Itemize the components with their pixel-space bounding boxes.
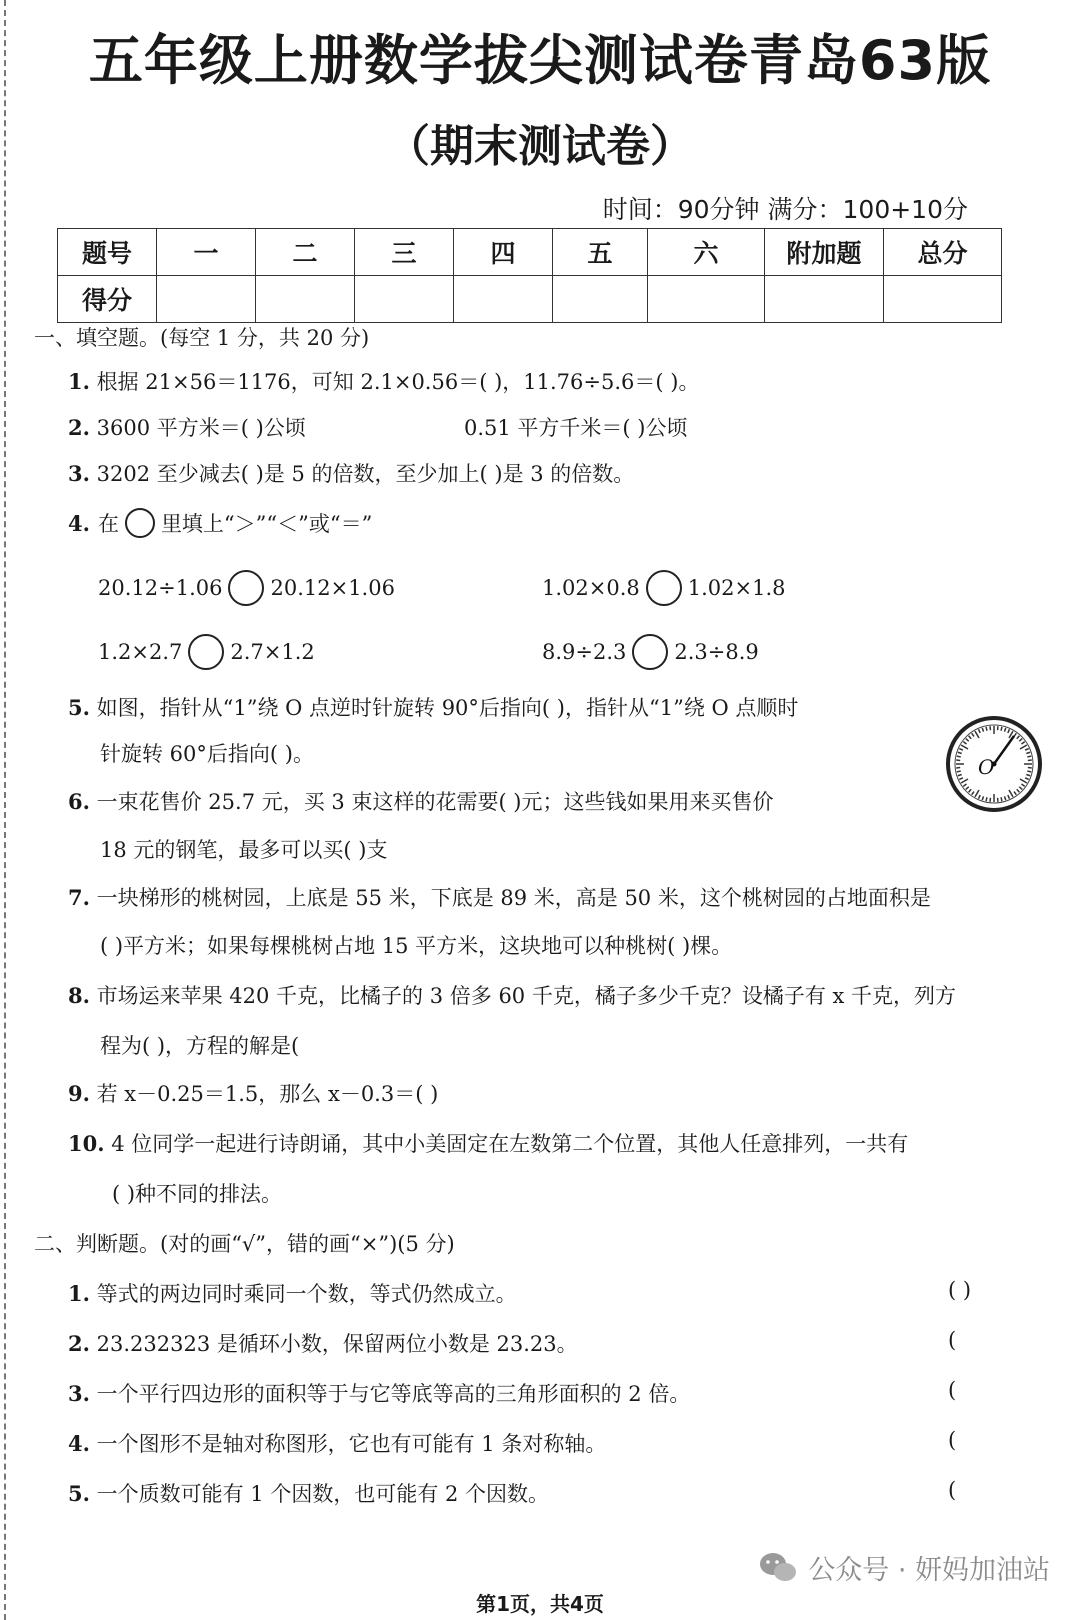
answer-paren[interactable]: ( [948, 1328, 957, 1352]
question-number: 1. [68, 1281, 90, 1306]
table-cell: 六 [648, 229, 765, 276]
expr-right: 2.7×1.2 [230, 640, 315, 664]
question-8-line2: 程为( )，方程的解是( [100, 1034, 300, 1058]
question-number: 6. [68, 789, 90, 814]
question-text: 一个平行四边形的面积等于与它等底等高的三角形面积的 2 倍。 [96, 1382, 691, 1406]
score-cell[interactable] [256, 276, 355, 323]
question-2 [68, 412, 306, 442]
score-cell[interactable] [884, 276, 1002, 323]
page-title: 五年级上册数学拔尖测试卷青岛63版 [88, 29, 992, 92]
score-cell[interactable] [454, 276, 553, 323]
question-text: 一束花售价 25.7 元，买 3 束这样的花需要( )元；这些钱如果用来买售价 [96, 790, 774, 814]
question-text: 一块梯形的桃树园，上底是 55 米，下底是 89 米，高是 50 米，这个桃树园的占地面积是 [96, 886, 931, 910]
question-number: 2. [68, 1331, 90, 1356]
clock-tick [1001, 797, 1002, 801]
expr-left: 20.12÷1.06 [98, 576, 223, 600]
compare-expr-3 [98, 634, 315, 670]
question-7 [68, 882, 931, 912]
question-text: 如图，指针从“1”绕 O 点逆时针旋转 90°后指向( )，指针从“1”绕 O 点顺时 [96, 696, 799, 720]
question-2-part-b: 0.51 平方千米＝( )公顷 [464, 416, 688, 440]
question-number: 4. [68, 510, 90, 536]
question-text: 23.232323 是循环小数，保留两位小数是 23.23。 [96, 1332, 578, 1356]
compare-expr-4 [542, 634, 759, 670]
answer-paren[interactable]: ( [948, 1428, 957, 1452]
time-score-info: 时间：90分钟 满分：100+10分 [602, 195, 968, 224]
compare-blank-circle[interactable] [632, 634, 668, 670]
question-9 [68, 1078, 438, 1108]
question-number: 4. [68, 1431, 90, 1456]
compare-blank-circle[interactable] [228, 570, 264, 606]
question-text: 若 x－0.25＝1.5，那么 x－0.3＝( ) [96, 1082, 439, 1106]
judge-item [68, 1428, 606, 1458]
score-table [57, 228, 1002, 323]
score-cell[interactable] [355, 276, 454, 323]
table-cell: 得分 [58, 276, 157, 323]
section-1-heading: 一、填空题。(每空 1 分，共 20 分) [34, 326, 370, 350]
judge-item [68, 1378, 690, 1408]
question-number: 3. [68, 1381, 90, 1406]
expr-left: 1.02×0.8 [542, 576, 640, 600]
expr-left: 8.9÷2.3 [542, 640, 627, 664]
expr-right: 2.3÷8.9 [674, 640, 759, 664]
question-10 [68, 1128, 908, 1158]
answer-paren[interactable]: ( [948, 1378, 957, 1402]
question-text: 等式的两边同时乘同一个数，等式仍然成立。 [96, 1282, 517, 1306]
table-cell: 五 [553, 229, 648, 276]
clock-tick [957, 771, 961, 772]
question-number: 9. [68, 1081, 90, 1106]
table-cell: 题号 [58, 229, 157, 276]
expr-left: 1.2×2.7 [98, 640, 183, 664]
table-cell: 二 [256, 229, 355, 276]
answer-paren[interactable]: ( ) [948, 1278, 972, 1302]
question-4 [68, 508, 372, 538]
table-cell: 附加题 [765, 229, 884, 276]
compare-circle-icon [125, 508, 155, 538]
question-text: 4 位同学一起进行诗朗诵，其中小美固定在左数第二个位置，其他人任意排列，一共有 [111, 1132, 909, 1156]
score-table-score-row [58, 276, 1002, 323]
expr-right: 1.02×1.8 [687, 576, 786, 600]
wechat-icon [758, 1551, 798, 1585]
question-10-line2: ( )种不同的排法。 [112, 1182, 283, 1206]
clock-tick [1001, 727, 1002, 731]
clock-tick [986, 727, 987, 731]
judge-item [68, 1278, 517, 1308]
score-cell[interactable] [553, 276, 648, 323]
question-6-line2: 18 元的钢笔，最多可以买( )支 [100, 838, 388, 862]
section-2-heading: 二、判断题。(对的画“√”，错的画“×”)(5 分) [34, 1232, 455, 1256]
question-text: 一个质数可能有 1 个因数，也可能有 2 个因数。 [96, 1482, 550, 1506]
question-text: 根据 21×56＝1176，可知 2.1×0.56＝( )，11.76÷5.6＝( )。 [96, 370, 700, 394]
clock-center-label: O [978, 755, 995, 779]
score-cell[interactable] [765, 276, 884, 323]
table-cell: 四 [454, 229, 553, 276]
question-8 [68, 980, 956, 1010]
question-text-pre: 在 [97, 512, 119, 536]
question-text-a: 3600 平方米＝( )公顷 [96, 416, 306, 440]
question-number: 3. [68, 461, 90, 486]
question-5-line2: 针旋转 60°后指向( )。 [100, 742, 314, 766]
question-number: 10. [68, 1131, 105, 1156]
answer-paren[interactable]: ( [948, 1478, 957, 1502]
watermark-text: 公众号 · 妍妈加油站 [808, 1555, 1050, 1586]
judge-item [68, 1328, 578, 1358]
question-text: 市场运来苹果 420 千克，比橘子的 3 倍多 60 千克，橘子多少千克？设橘子有 x 千克，列方 [96, 984, 957, 1008]
compare-blank-circle[interactable] [646, 570, 682, 606]
question-number: 5. [68, 695, 90, 720]
question-text: 一个图形不是轴对称图形，它也有可能有 1 条对称轴。 [96, 1432, 607, 1456]
clock-tick [986, 797, 987, 801]
table-cell: 总分 [884, 229, 1002, 276]
question-number: 1. [68, 369, 90, 394]
clock-tick [1027, 756, 1031, 757]
question-text: 3202 至少减去( )是 5 的倍数，至少加上( )是 3 的倍数。 [96, 462, 635, 486]
score-table-header-row [58, 229, 1002, 276]
question-number: 7. [68, 885, 90, 910]
question-7-line2: ( )平方米；如果每棵桃树占地 15 平方米，这块地可以种桃树( )棵。 [100, 934, 733, 958]
clock-tick [1027, 771, 1031, 772]
question-number: 8. [68, 983, 90, 1008]
table-cell: 一 [157, 229, 256, 276]
question-3 [68, 458, 634, 488]
compare-blank-circle[interactable] [188, 634, 224, 670]
question-6 [68, 786, 774, 816]
question-text-post: 里填上“＞”“＜”或“＝” [160, 512, 373, 536]
table-cell: 三 [355, 229, 454, 276]
question-number: 2. [68, 415, 90, 440]
score-cell[interactable] [157, 276, 256, 323]
question-1 [68, 366, 699, 396]
watermark [758, 1548, 1050, 1587]
judge-item [68, 1478, 549, 1508]
page-footer: 第1页，共4页 [476, 1592, 604, 1616]
page-subtitle: （期末测试卷） [386, 121, 694, 172]
expr-right: 20.12×1.06 [270, 576, 395, 600]
clock-tick [957, 756, 961, 757]
question-number: 5. [68, 1481, 90, 1506]
question-5 [68, 692, 798, 722]
compare-expr-1 [98, 570, 395, 606]
binding-dashed-line [4, 0, 6, 1620]
score-cell[interactable] [648, 276, 765, 323]
compare-expr-2 [542, 570, 786, 606]
clock-figure-icon [944, 714, 1044, 814]
